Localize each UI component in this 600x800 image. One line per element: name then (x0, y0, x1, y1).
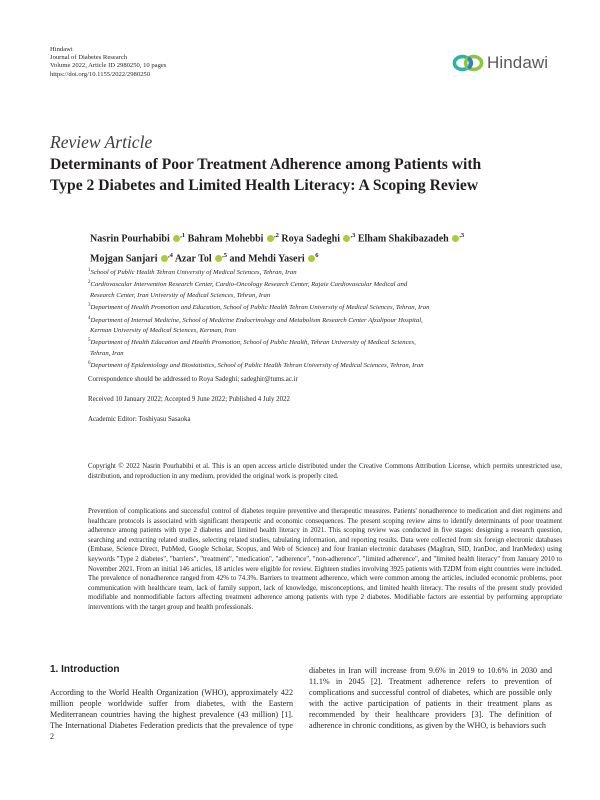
journal-name: Journal of Diabetes Research (50, 54, 128, 62)
affiliation-continued: Kerman University of Medical Sciences, Kerman, Iran (90, 326, 236, 334)
affiliation-text: Department of Epidemiology and Biostatistics, School of Public Health Tehran University of Medical Sciences, Tehran, Iran (90, 362, 424, 370)
affiliation-num: 2 (88, 280, 91, 286)
author-sup: ,1 (180, 232, 186, 239)
body-column-right: diabetes in Iran will increase from 9.6% in 2019 to 10.6% in 2030 and 11.1% in 2045 [2]. Treatment adherence refers to prevention of complications and successful control of diabetes, which are possible only with the active participation of patients in their treatment plans as recommended by their healthcare providers [3]. The definition of adherence in chronic conditions, as given by the WHO, is behaviors such (309, 666, 552, 731)
hindawi-logo[interactable] (452, 48, 552, 78)
author-name[interactable]: Roya Sadeghi (281, 233, 340, 245)
author-list (90, 228, 560, 268)
author-sup: 6 (315, 251, 319, 259)
author-sup: ,3 (459, 232, 465, 239)
author-name[interactable]: Mehdi Yaseri (248, 253, 305, 265)
publisher-name: Hindawi (50, 46, 73, 53)
affiliation-list (88, 266, 563, 371)
affiliation-text: School of Public Health Tehran University of Medical Sciences, Tehran, Iran (90, 269, 297, 277)
affiliation-num: 6 (88, 360, 91, 366)
author-name[interactable]: Bahram Mohebbi (187, 233, 264, 245)
affiliation (88, 301, 563, 313)
abstract: Prevention of complications and successful control of diabetes require preventive and therapeutic measures. Patients' nonadherence to medication and diet regimens and healthcare protocols is associated with significant therapeutic and economic consequences. The present scoping review aims to identify determinants of poor treatment adherence among patients with type 2 diabetes and limited health literacy in 2021. This scoping review was conducted in five stages: designing a research question, searching and extracting related studies, selecting related studies, tabulating information, and reporting results. Data were collected from six foreign electronic databases (Embase, Science Direct, PubMed, Google Scholar, Scopus, and Web of Science) and four Iranian electronic databases (MagIran, SID, IranDoc, and IranMedex) using keywords "Type 2 diabetes", "barriers", "treatment", "medication", "adherence", "non-adherence", "limited adherence", and "limited health literacy" from January 2010 to November 2021. From an initial 146 articles, 18 articles were eligible for review. Eighteen studies involving 3925 patients with T2DM from eight countries were included. The prevalence of nonadherence ranged from 42% to 74.3%. Barriers to treatment adherence, which were common among the articles, included economic problems, poor communication with healthcare team, lack of family support, lack of knowledge, misconceptions, and limited health literacy. The results of the present study provided modifiable and nonmodifiable factors affecting treatment adherence among patients with type 2 diabetes. Modifiable factors are essential by performing appropriate interventions with the target group and health professionals. (88, 508, 562, 611)
copyright-notice: Copyright © 2022 Nasrin Pourhabibi et al. This is an open access article distributed under the Creative Commons Attribution License, which permits unrestricted use, distribution, and reproduction in any medium, provided the original work is properly cited. (88, 463, 562, 480)
affiliation (88, 266, 563, 278)
author-sup: ,2 (273, 232, 279, 239)
affiliation (88, 336, 563, 348)
volume-line: Volume 2022, Article ID 2980250, 10 pages (50, 62, 167, 70)
author-line (90, 248, 560, 268)
affiliation-text: Department of Internal Medicine, School of Medicine Endocrinology and Metabolism Research Center Afzalipour Hospital, (90, 316, 423, 324)
orcid-icon[interactable] (267, 235, 274, 242)
title-line: Type 2 Diabetes and Limited Health Literacy: A Scoping Review (50, 176, 479, 194)
affiliation-num: 5 (88, 338, 91, 344)
affiliation (88, 278, 563, 290)
author-name[interactable]: Azar Tol (174, 253, 212, 265)
author-sup: ,4 (168, 251, 173, 259)
publication-dates: Received 10 January 2022; Accepted 9 June 2022; Published 4 July 2022 (88, 396, 290, 403)
author-name[interactable]: Nasrin Pourhabibi (90, 233, 170, 245)
title-line: Determinants of Poor Treatment Adherence among Patients with (50, 156, 482, 173)
author-sup: ,5 (222, 251, 227, 259)
section-heading: 1. Introduction (50, 664, 120, 675)
author-sup: ,3 (350, 232, 356, 239)
orcid-icon[interactable] (161, 255, 168, 262)
affiliation (88, 314, 563, 326)
hindawi-logo-icon (452, 52, 484, 74)
body-column-left: According to the World Health Organization (WHO), approximately 422 million people worldwide suffer from diabetes, with the Eastern Mediterranean countries having the highest prevalence (43 million) [1]. The International Diabetes Federation predicts that the prevalence of type 2 (50, 688, 293, 742)
affiliation-num: 1 (88, 268, 91, 273)
affiliation-text: Department of Health Education and Health Promotion, School of Public Health, Tehran University of Medical Sciences, (90, 339, 416, 347)
correspondence: Correspondence should be addressed to Roya Sadeghi; sadeghir@tums.ac.ir (88, 376, 298, 383)
author-conjunction: and (229, 253, 246, 265)
affiliation-text: Department of Health Promotion and Education, School of Public Health Tehran University of Medical Sciences, Tehran, Iran (90, 304, 430, 312)
affiliation-continued: Research Center, Iran University of Medical Sciences, Tehran, Iran (90, 291, 271, 299)
affiliation-text: Cardiovascular Intervention Research Center, Cardio-Oncology Research Center, Rajaie Cardiovascular Medical and (90, 281, 408, 289)
doi-link[interactable]: https://doi.org/10.1155/2022/2980250 (50, 70, 151, 78)
affiliation-num: 4 (88, 315, 91, 321)
affiliation-num: 3 (88, 303, 91, 309)
author-name[interactable]: Elham Shakibazadeh (357, 233, 449, 245)
affiliation-continued: Tehran, Iran (90, 349, 124, 357)
article-title (50, 155, 560, 196)
affiliation (88, 359, 563, 371)
journal-meta (50, 46, 166, 79)
academic-editor: Academic Editor: Toshiyasu Sasaoka (88, 416, 191, 423)
logo-text: Hindawi (487, 53, 549, 72)
article-type: Review Article (50, 132, 153, 152)
author-name[interactable]: Mojgan Sanjari (90, 253, 158, 265)
author-line (90, 228, 560, 248)
